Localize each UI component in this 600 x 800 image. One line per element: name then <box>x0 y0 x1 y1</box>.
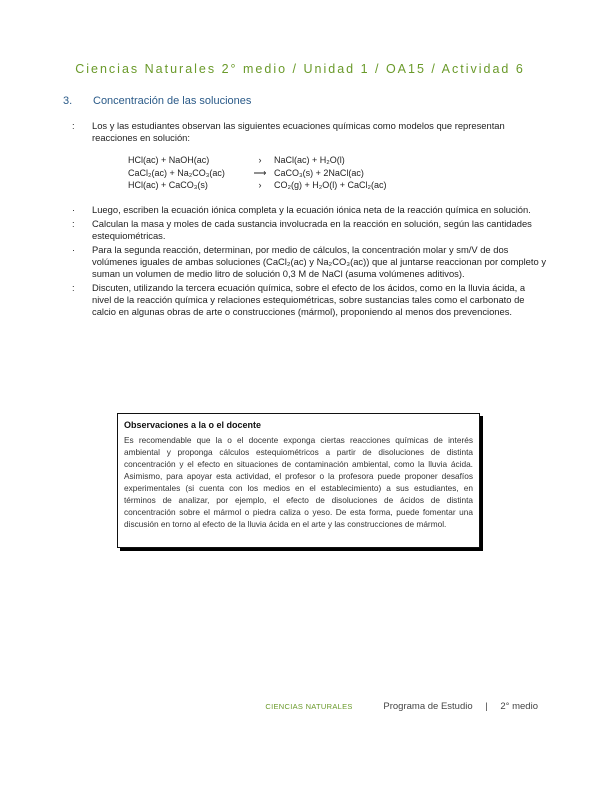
list-item-text: Discuten, utilizando la tercera ecuación química, sobre el efecto de los ácidos, como en la lluvia ácida, a nivel de la reacción química y relaciones estequiométricas, sobre sustancias tales como el carbonato de calcio en algunas obras de arte o construcciones (mármol), proponiendo al menos dos prevenciones. <box>92 281 526 317</box>
reaction-arrow: › <box>258 180 262 190</box>
page-footer <box>265 701 538 712</box>
list-bullet: · <box>72 243 76 255</box>
equation-reactants: HCl(ac) + CaCO₃(s) <box>128 180 208 190</box>
equations-block <box>128 154 546 192</box>
list-item <box>64 204 546 216</box>
equation-row <box>128 179 546 192</box>
page-header: Ciencias Naturales 2° medio / Unidad 1 / OA15 / Actividad 6 <box>75 62 525 76</box>
reaction-arrow: ⟶ <box>253 167 267 178</box>
list-bullet: · <box>72 203 76 215</box>
equation-reactants: CaCl₂(ac) + Na₂CO₃(ac) <box>128 167 225 178</box>
section-title-text: Concentración de las soluciones <box>93 95 252 107</box>
list-bullet: : <box>72 281 75 293</box>
equation-products: CaCO₃(s) + 2NaCl(ac) <box>274 167 364 178</box>
list-item-text: Luego, escriben la ecuación iónica completa y la ecuación iónica neta de la reacción química en solución. <box>92 203 531 215</box>
section-title <box>63 95 251 107</box>
section-number: 3. <box>63 95 73 107</box>
footer-program: Programa de Estudio <box>383 701 473 712</box>
activity-list <box>64 120 546 318</box>
footer-separator: | <box>485 701 488 712</box>
list-item-text: Para la segunda reacción, determinan, por medio de cálculos, la concentración molar y sm/V de dos volúmenes iguales de ambas soluciones (CaCl₂(ac) y Na₂CO₃(ac)) que al juntarse reaccionan por completo y suman un volumen de medio litro de solución 0,3 M de NaCl (asuma volúmenes aditivos). <box>92 243 547 279</box>
footer-subject: CIENCIAS NATURALES <box>265 702 353 711</box>
teacher-observations-box <box>117 413 480 548</box>
equation-reactants: HCl(ac) + NaOH(ac) <box>128 155 210 165</box>
equation-row <box>128 167 546 180</box>
observations-title: Observaciones a la o el docente <box>124 420 262 430</box>
equation-products: CO₂(g) + H₂O(l) + CaCl₂(ac) <box>274 180 387 190</box>
list-bullet: : <box>72 120 75 131</box>
list-item <box>64 120 546 144</box>
reaction-arrow: › <box>258 155 262 165</box>
list-item <box>64 244 546 280</box>
equation-products: NaCl(ac) + H₂O(l) <box>274 155 345 165</box>
list-item <box>64 218 546 242</box>
list-bullet: : <box>72 217 75 229</box>
footer-level: 2° medio <box>500 701 538 712</box>
equation-row <box>128 154 546 167</box>
list-item <box>64 282 546 318</box>
observations-text: Es recomendable que la o el docente exponga ciertas reacciones químicas de interés ambiental y proponga cálculos estequiométricos a partir de disoluciones de distinta concentración y el efecto en situaciones de contaminación ambiental, como la lluvia ácida. Asimismo, para apoyar esta actividad, el profesor o la profesora puede proponer desafíos experimentales (si cuenta con los medios en el establecimiento) a sus estudiantes, en términos de analizar, por ejemplo, el efecto de disoluciones de ácidos de distinta concentración sobre el mármol o piedra caliza o yeso. De esta forma, puede fomentar una discusión en torno al efecto de la lluvia ácida en el arte y las construcciones de mármol. <box>124 435 473 529</box>
list-item-text: Calculan la masa y moles de cada sustancia involucrada en la reacción en solución, según las cantidades estequiométricas. <box>92 217 532 241</box>
list-item-text: Los y las estudiantes observan las siguientes ecuaciones químicas como modelos que representan reacciones en solución: <box>92 120 505 143</box>
